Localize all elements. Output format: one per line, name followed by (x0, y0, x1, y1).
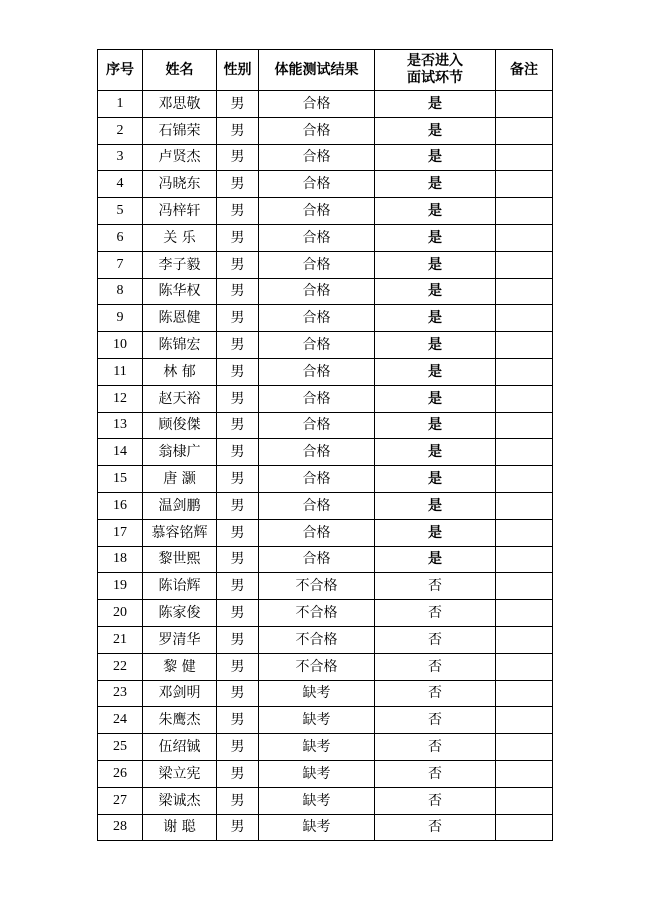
cell-result: 合格 (259, 251, 375, 278)
cell-result: 缺考 (259, 787, 375, 814)
cell-remarks (496, 546, 553, 573)
cell-advance: 否 (375, 680, 496, 707)
cell-advance: 是 (375, 91, 496, 118)
cell-advance: 否 (375, 707, 496, 734)
cell-name: 卢贤杰 (143, 144, 217, 171)
cell-advance: 否 (375, 573, 496, 600)
cell-result: 不合格 (259, 600, 375, 627)
cell-advance: 是 (375, 412, 496, 439)
cell-remarks (496, 224, 553, 251)
cell-remarks (496, 492, 553, 519)
cell-advance: 是 (375, 278, 496, 305)
table-row (98, 117, 553, 144)
cell-advance: 是 (375, 305, 496, 332)
cell-remarks (496, 278, 553, 305)
cell-advance: 是 (375, 492, 496, 519)
cell-advance: 是 (375, 546, 496, 573)
table-row (98, 171, 553, 198)
cell-index: 17 (98, 519, 143, 546)
table-row (98, 144, 553, 171)
table-row (98, 305, 553, 332)
cell-advance: 否 (375, 600, 496, 627)
header-remarks: 备注 (496, 50, 553, 91)
cell-gender: 男 (217, 439, 259, 466)
cell-index: 9 (98, 305, 143, 332)
cell-index: 8 (98, 278, 143, 305)
cell-result: 合格 (259, 198, 375, 225)
cell-gender: 男 (217, 332, 259, 359)
table-row (98, 519, 553, 546)
cell-remarks (496, 385, 553, 412)
table-row (98, 734, 553, 761)
table-row (98, 224, 553, 251)
cell-gender: 男 (217, 653, 259, 680)
cell-remarks (496, 600, 553, 627)
cell-advance: 否 (375, 734, 496, 761)
cell-gender: 男 (217, 251, 259, 278)
cell-index: 14 (98, 439, 143, 466)
cell-advance: 是 (375, 358, 496, 385)
cell-index: 11 (98, 358, 143, 385)
cell-index: 27 (98, 787, 143, 814)
cell-result: 合格 (259, 412, 375, 439)
cell-remarks (496, 814, 553, 841)
table-row (98, 439, 553, 466)
cell-remarks (496, 466, 553, 493)
header-advance (375, 50, 496, 91)
cell-result: 缺考 (259, 734, 375, 761)
cell-index: 13 (98, 412, 143, 439)
cell-result: 缺考 (259, 707, 375, 734)
table-row (98, 278, 553, 305)
cell-advance: 是 (375, 385, 496, 412)
cell-name: 石锦荣 (143, 117, 217, 144)
cell-remarks (496, 251, 553, 278)
cell-advance: 否 (375, 626, 496, 653)
cell-result: 合格 (259, 332, 375, 359)
cell-result: 不合格 (259, 573, 375, 600)
cell-name: 罗清华 (143, 626, 217, 653)
cell-result: 不合格 (259, 626, 375, 653)
cell-result: 缺考 (259, 680, 375, 707)
cell-result: 合格 (259, 385, 375, 412)
cell-index: 10 (98, 332, 143, 359)
cell-gender: 男 (217, 492, 259, 519)
cell-remarks (496, 144, 553, 171)
cell-result: 合格 (259, 439, 375, 466)
cell-advance: 是 (375, 332, 496, 359)
cell-remarks (496, 358, 553, 385)
cell-advance: 否 (375, 787, 496, 814)
cell-result: 合格 (259, 144, 375, 171)
cell-gender: 男 (217, 278, 259, 305)
cell-advance: 是 (375, 519, 496, 546)
table-row (98, 653, 553, 680)
cell-name: 翁棣广 (143, 439, 217, 466)
cell-advance: 否 (375, 760, 496, 787)
cell-gender: 男 (217, 171, 259, 198)
table-row (98, 680, 553, 707)
cell-index: 22 (98, 653, 143, 680)
cell-gender: 男 (217, 546, 259, 573)
table-row (98, 760, 553, 787)
cell-name: 陈锦宏 (143, 332, 217, 359)
cell-remarks (496, 760, 553, 787)
table-row (98, 626, 553, 653)
cell-gender: 男 (217, 385, 259, 412)
cell-name: 谢 聪 (143, 814, 217, 841)
table-row (98, 91, 553, 118)
cell-gender: 男 (217, 358, 259, 385)
cell-name: 邓剑明 (143, 680, 217, 707)
cell-name: 陈恩健 (143, 305, 217, 332)
cell-name: 李子毅 (143, 251, 217, 278)
cell-name: 顾俊傑 (143, 412, 217, 439)
cell-name: 温剑鹏 (143, 492, 217, 519)
cell-remarks (496, 573, 553, 600)
cell-gender: 男 (217, 734, 259, 761)
cell-name: 冯晓东 (143, 171, 217, 198)
cell-result: 合格 (259, 358, 375, 385)
table-row (98, 198, 553, 225)
table-row (98, 573, 553, 600)
cell-gender: 男 (217, 144, 259, 171)
physical-test-results-table (97, 49, 553, 841)
cell-name: 赵天裕 (143, 385, 217, 412)
cell-name: 邓思敬 (143, 91, 217, 118)
cell-remarks (496, 412, 553, 439)
table-row (98, 787, 553, 814)
cell-remarks (496, 305, 553, 332)
cell-advance: 是 (375, 224, 496, 251)
cell-index: 16 (98, 492, 143, 519)
cell-remarks (496, 91, 553, 118)
cell-result: 缺考 (259, 814, 375, 841)
cell-index: 5 (98, 198, 143, 225)
results-table-container (97, 49, 552, 841)
cell-advance: 否 (375, 653, 496, 680)
cell-remarks (496, 439, 553, 466)
table-row (98, 600, 553, 627)
cell-index: 3 (98, 144, 143, 171)
cell-name: 梁立宪 (143, 760, 217, 787)
cell-result: 合格 (259, 278, 375, 305)
cell-index: 7 (98, 251, 143, 278)
cell-advance: 是 (375, 439, 496, 466)
header-advance-line1: 是否进入 (407, 53, 463, 69)
cell-remarks (496, 198, 553, 225)
cell-remarks (496, 707, 553, 734)
cell-index: 23 (98, 680, 143, 707)
header-result: 体能测试结果 (259, 50, 375, 91)
table-row (98, 466, 553, 493)
cell-remarks (496, 171, 553, 198)
cell-name: 陈家俊 (143, 600, 217, 627)
cell-advance: 是 (375, 117, 496, 144)
cell-index: 18 (98, 546, 143, 573)
cell-gender: 男 (217, 680, 259, 707)
cell-index: 15 (98, 466, 143, 493)
cell-result: 合格 (259, 305, 375, 332)
cell-gender: 男 (217, 814, 259, 841)
cell-name: 关 乐 (143, 224, 217, 251)
cell-gender: 男 (217, 600, 259, 627)
cell-gender: 男 (217, 760, 259, 787)
cell-advance: 否 (375, 814, 496, 841)
cell-index: 2 (98, 117, 143, 144)
cell-result: 合格 (259, 546, 375, 573)
cell-gender: 男 (217, 224, 259, 251)
table-body (98, 91, 553, 841)
cell-index: 21 (98, 626, 143, 653)
cell-result: 合格 (259, 492, 375, 519)
header-gender: 性别 (217, 50, 259, 91)
header-advance-line2: 面试环节 (407, 70, 463, 86)
cell-remarks (496, 117, 553, 144)
cell-name: 黎世熙 (143, 546, 217, 573)
cell-name: 冯梓轩 (143, 198, 217, 225)
cell-result: 合格 (259, 171, 375, 198)
table-row (98, 546, 553, 573)
cell-gender: 男 (217, 787, 259, 814)
header-row (98, 50, 553, 91)
cell-remarks (496, 519, 553, 546)
cell-advance: 是 (375, 144, 496, 171)
cell-name: 陈诒辉 (143, 573, 217, 600)
cell-index: 4 (98, 171, 143, 198)
cell-index: 24 (98, 707, 143, 734)
cell-result: 合格 (259, 519, 375, 546)
cell-result: 缺考 (259, 760, 375, 787)
cell-name: 伍绍铖 (143, 734, 217, 761)
cell-gender: 男 (217, 573, 259, 600)
table-row (98, 492, 553, 519)
cell-index: 26 (98, 760, 143, 787)
table-row (98, 358, 553, 385)
table-row (98, 251, 553, 278)
cell-name: 林 郁 (143, 358, 217, 385)
cell-result: 合格 (259, 117, 375, 144)
cell-gender: 男 (217, 707, 259, 734)
cell-index: 20 (98, 600, 143, 627)
cell-gender: 男 (217, 626, 259, 653)
cell-gender: 男 (217, 91, 259, 118)
cell-remarks (496, 787, 553, 814)
cell-result: 不合格 (259, 653, 375, 680)
header-name: 姓名 (143, 50, 217, 91)
cell-remarks (496, 680, 553, 707)
cell-result: 合格 (259, 224, 375, 251)
cell-result: 合格 (259, 466, 375, 493)
table-row (98, 385, 553, 412)
cell-name: 黎 健 (143, 653, 217, 680)
cell-advance: 是 (375, 171, 496, 198)
cell-index: 6 (98, 224, 143, 251)
cell-index: 12 (98, 385, 143, 412)
cell-gender: 男 (217, 198, 259, 225)
cell-name: 梁诚杰 (143, 787, 217, 814)
cell-remarks (496, 653, 553, 680)
cell-remarks (496, 734, 553, 761)
header-index: 序号 (98, 50, 143, 91)
cell-name: 慕容铭辉 (143, 519, 217, 546)
cell-gender: 男 (217, 305, 259, 332)
cell-advance: 是 (375, 251, 496, 278)
cell-gender: 男 (217, 117, 259, 144)
cell-index: 1 (98, 91, 143, 118)
cell-index: 25 (98, 734, 143, 761)
cell-advance: 是 (375, 198, 496, 225)
cell-gender: 男 (217, 519, 259, 546)
cell-name: 陈华权 (143, 278, 217, 305)
table-row (98, 814, 553, 841)
table-row (98, 332, 553, 359)
table-header (98, 50, 553, 91)
cell-advance: 是 (375, 466, 496, 493)
cell-name: 朱鹰杰 (143, 707, 217, 734)
cell-remarks (496, 626, 553, 653)
cell-remarks (496, 332, 553, 359)
cell-index: 19 (98, 573, 143, 600)
cell-gender: 男 (217, 466, 259, 493)
cell-gender: 男 (217, 412, 259, 439)
cell-name: 唐 灏 (143, 466, 217, 493)
table-row (98, 412, 553, 439)
cell-index: 28 (98, 814, 143, 841)
table-row (98, 707, 553, 734)
cell-result: 合格 (259, 91, 375, 118)
